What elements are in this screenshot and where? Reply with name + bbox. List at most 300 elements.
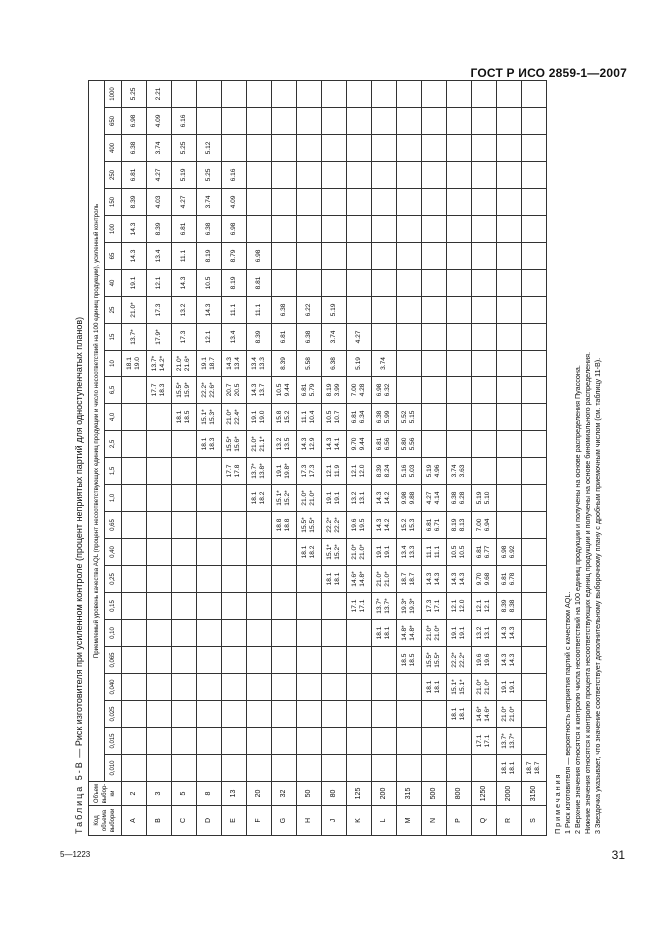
risk-value-cell xyxy=(197,539,222,566)
risk-value-cell xyxy=(147,458,172,485)
risk-value-cell xyxy=(272,243,297,270)
risk-upper-value: 15.2 xyxy=(401,518,408,532)
risk-value-cell xyxy=(272,351,297,377)
risk-value-cell xyxy=(222,620,247,647)
risk-value-cell xyxy=(397,539,422,566)
risk-value-cell xyxy=(172,620,197,647)
risk-value-cell xyxy=(322,593,347,620)
risk-value-cell xyxy=(497,243,522,270)
risk-value-cell xyxy=(297,162,322,189)
risk-value-cell xyxy=(322,81,347,108)
risk-lower-value: 13.7* xyxy=(509,733,516,749)
producer-risk-table xyxy=(88,80,547,836)
risk-value-cell xyxy=(347,458,372,485)
risk-value-cell xyxy=(397,431,422,458)
risk-value-cell xyxy=(422,108,447,135)
risk-lower-value: 19.1 xyxy=(384,545,391,559)
risk-value-cell xyxy=(147,135,172,162)
risk-value-cell xyxy=(197,431,222,458)
risk-lower-value: 18.1 xyxy=(509,761,516,775)
risk-lower-value: 6.92 xyxy=(509,545,516,559)
risk-upper-value: 21.0* xyxy=(501,706,508,722)
risk-upper-value: 14.3 xyxy=(326,437,333,451)
table-row xyxy=(472,81,497,836)
risk-lower-value: 15.5* xyxy=(434,652,441,668)
risk-lower-value: 6.78 xyxy=(509,572,516,586)
risk-upper-value: 6.81 xyxy=(180,222,187,236)
risk-value-cell xyxy=(322,270,347,297)
risk-upper-value: 18.7 xyxy=(526,761,533,775)
risk-value-cell xyxy=(347,701,372,728)
risk-value-cell xyxy=(322,512,347,539)
risk-value-cell xyxy=(397,81,422,108)
risk-value-cell xyxy=(197,243,222,270)
risk-value-cell xyxy=(272,135,297,162)
risk-value-cell xyxy=(397,216,422,243)
risk-value-cell xyxy=(172,108,197,135)
risk-upper-value: 13.7* xyxy=(251,463,258,479)
risk-value-cell xyxy=(172,458,197,485)
risk-value-cell xyxy=(472,81,497,108)
risk-upper-value: 8.39 xyxy=(130,195,137,209)
risk-value-cell xyxy=(422,701,447,728)
risk-value-cell xyxy=(172,216,197,243)
risk-value-cell xyxy=(397,297,422,324)
risk-lower-value: 14.8* xyxy=(409,625,416,641)
risk-value-cell xyxy=(522,755,547,782)
risk-upper-value: 3.74 xyxy=(380,357,387,370)
risk-lower-value: 18.8 xyxy=(284,518,291,532)
risk-upper-value: 6.98 xyxy=(255,249,262,263)
risk-lower-value: 18.5 xyxy=(184,410,191,424)
risk-upper-value: 20.7 xyxy=(226,383,233,397)
risk-value-cell xyxy=(122,189,147,216)
risk-upper-value: 7.00 xyxy=(476,518,483,532)
risk-value-cell xyxy=(372,189,397,216)
sample-size-code-cell: K xyxy=(347,806,372,836)
aql-header-cell: 100 xyxy=(105,216,122,243)
risk-upper-value: 6.38 xyxy=(376,410,383,424)
risk-lower-value: 10.7 xyxy=(334,410,341,424)
risk-upper-value: 15.1* xyxy=(451,679,458,695)
risk-upper-value: 14.6* xyxy=(351,571,358,587)
risk-value-cell xyxy=(172,593,197,620)
aql-header-cell: 25 xyxy=(105,297,122,324)
risk-upper-value: 6.81 xyxy=(476,545,483,559)
risk-value-cell xyxy=(422,755,447,782)
risk-value-cell xyxy=(247,620,272,647)
risk-upper-value: 5.19 xyxy=(330,303,337,317)
risk-upper-value: 14.3 xyxy=(251,383,258,397)
risk-lower-value: 14.2* xyxy=(159,355,166,372)
sample-size-code-cell: L xyxy=(372,806,397,836)
risk-value-cell xyxy=(222,404,247,431)
risk-value-cell xyxy=(522,485,547,512)
risk-lower-value: 13.7 xyxy=(259,383,266,397)
sample-size-cell: 3 xyxy=(147,782,172,806)
risk-value-cell xyxy=(372,351,397,377)
risk-lower-value: 15.3* xyxy=(209,409,216,425)
risk-value-cell xyxy=(347,728,372,755)
table-caption-prefix: Таблица 5-В xyxy=(74,760,84,834)
risk-value-cell xyxy=(247,539,272,566)
risk-upper-value: 19.6 xyxy=(476,653,483,667)
risk-value-cell xyxy=(247,701,272,728)
risk-upper-value: 5.25 xyxy=(130,87,137,101)
risk-lower-value: 13.1 xyxy=(359,491,366,505)
sample-size-code-cell: D xyxy=(197,806,222,836)
risk-upper-value: 6.38 xyxy=(305,330,312,344)
risk-upper-value: 8.81 xyxy=(255,276,262,290)
risk-upper-value: 21.0* xyxy=(376,571,383,587)
risk-value-cell xyxy=(297,270,322,297)
risk-lower-value: 18.7 xyxy=(409,572,416,586)
risk-lower-value: 6.32 xyxy=(384,383,391,397)
risk-lower-value: 18.7 xyxy=(209,357,216,370)
risk-upper-value: 19.1 xyxy=(201,357,208,370)
risk-value-cell xyxy=(222,728,247,755)
risk-upper-value: 4.27 xyxy=(355,330,362,344)
risk-value-cell xyxy=(522,270,547,297)
risk-upper-value: 18.1 xyxy=(126,357,133,370)
aql-header-cell: 0,025 xyxy=(105,701,122,728)
risk-upper-value: 21.0* xyxy=(351,544,358,560)
sheet-code: 5—1223 xyxy=(60,850,91,859)
risk-value-cell xyxy=(497,701,522,728)
risk-upper-value: 5.16 xyxy=(401,464,408,478)
table-row xyxy=(197,81,222,836)
risk-value-cell xyxy=(222,458,247,485)
risk-value-cell xyxy=(397,701,422,728)
risk-value-cell xyxy=(472,270,497,297)
risk-value-cell xyxy=(247,728,272,755)
risk-value-cell xyxy=(172,485,197,512)
risk-value-cell xyxy=(172,297,197,324)
risk-upper-value: 6.81 xyxy=(376,437,383,451)
risk-value-cell xyxy=(497,324,522,351)
risk-value-cell xyxy=(147,243,172,270)
risk-value-cell xyxy=(247,81,272,108)
risk-lower-value: 19.5 xyxy=(359,518,366,532)
risk-value-cell xyxy=(447,593,472,620)
risk-value-cell xyxy=(172,81,197,108)
risk-upper-value: 6.98 xyxy=(130,114,137,128)
risk-value-cell xyxy=(322,351,347,377)
risk-value-cell xyxy=(147,755,172,782)
risk-value-cell xyxy=(497,512,522,539)
risk-lower-value: 21.1* xyxy=(259,436,266,452)
rotated-table-block xyxy=(72,76,602,836)
risk-value-cell xyxy=(197,485,222,512)
risk-value-cell xyxy=(272,566,297,593)
risk-value-cell xyxy=(347,243,372,270)
risk-value-cell xyxy=(322,539,347,566)
risk-lower-value: 19.1 xyxy=(509,680,516,694)
table-row xyxy=(347,81,372,836)
risk-value-cell xyxy=(247,647,272,674)
risk-value-cell xyxy=(147,81,172,108)
risk-upper-value: 14.3 xyxy=(130,222,137,236)
risk-value-cell xyxy=(222,701,247,728)
risk-value-cell xyxy=(447,458,472,485)
risk-value-cell xyxy=(522,593,547,620)
risk-value-cell xyxy=(472,593,497,620)
risk-value-cell xyxy=(372,566,397,593)
risk-value-cell xyxy=(347,351,372,377)
risk-upper-value: 15.5* xyxy=(226,436,233,452)
risk-value-cell xyxy=(172,755,197,782)
risk-value-cell xyxy=(147,324,172,351)
risk-value-cell xyxy=(247,243,272,270)
aql-header-cell: 150 xyxy=(105,189,122,216)
sample-size-cell: 20 xyxy=(247,782,272,806)
risk-upper-value: 13.7* xyxy=(151,355,158,372)
risk-upper-value: 12.1 xyxy=(155,276,162,290)
risk-lower-value: 17.1 xyxy=(484,734,491,748)
risk-value-cell xyxy=(372,485,397,512)
risk-lower-value: 8.13 xyxy=(459,518,466,532)
column-header-aql-group: Приемлемый уровень качества AQL (процент несоответствующих единиц продукции и число несоответствий на 100 единиц продукции), усиленный контроль xyxy=(89,81,105,782)
risk-value-cell xyxy=(197,593,222,620)
risk-upper-value: 6.38 xyxy=(451,491,458,505)
risk-value-cell xyxy=(472,485,497,512)
risk-value-cell xyxy=(522,81,547,108)
risk-value-cell xyxy=(147,270,172,297)
risk-value-cell xyxy=(447,243,472,270)
risk-value-cell xyxy=(422,135,447,162)
risk-upper-value: 11.1 xyxy=(426,545,433,559)
risk-value-cell xyxy=(347,512,372,539)
sample-size-cell: 2000 xyxy=(497,782,522,806)
risk-value-cell xyxy=(522,135,547,162)
risk-upper-value: 5.58 xyxy=(305,357,312,370)
risk-value-cell xyxy=(322,458,347,485)
risk-upper-value: 5.19 xyxy=(426,464,433,478)
risk-upper-value: 6.38 xyxy=(130,141,137,155)
risk-upper-value: 18.1 xyxy=(501,761,508,775)
risk-upper-value: 18.5 xyxy=(401,653,408,667)
risk-upper-value: 6.81 xyxy=(301,383,308,397)
risk-lower-value: 13.8* xyxy=(259,463,266,479)
risk-upper-value: 21.0* xyxy=(301,490,308,506)
risk-value-cell xyxy=(297,351,322,377)
risk-lower-value: 18.1 xyxy=(384,626,391,640)
risk-upper-value: 11.1 xyxy=(301,410,308,424)
aql-header-cell: 0,25 xyxy=(105,566,122,593)
risk-value-cell xyxy=(197,216,222,243)
risk-value-cell xyxy=(422,216,447,243)
risk-value-cell xyxy=(447,162,472,189)
risk-upper-value: 8.19 xyxy=(451,518,458,532)
risk-upper-value: 5.25 xyxy=(180,141,187,155)
risk-upper-value: 19.1 xyxy=(451,626,458,640)
risk-value-cell xyxy=(147,701,172,728)
notes-title: Примечания xyxy=(553,772,562,834)
risk-value-cell xyxy=(272,189,297,216)
risk-value-cell xyxy=(272,431,297,458)
risk-value-cell xyxy=(297,81,322,108)
risk-value-cell xyxy=(197,458,222,485)
risk-value-cell xyxy=(122,728,147,755)
risk-lower-value: 5.10 xyxy=(484,491,491,505)
risk-lower-value: 4.14 xyxy=(434,491,441,505)
risk-value-cell xyxy=(122,404,147,431)
risk-upper-value: 21.0* xyxy=(251,436,258,452)
risk-value-cell xyxy=(197,162,222,189)
risk-value-cell xyxy=(147,485,172,512)
aql-header-cell: 6,5 xyxy=(105,377,122,404)
risk-value-cell xyxy=(472,108,497,135)
risk-value-cell xyxy=(147,728,172,755)
risk-lower-value: 18.3 xyxy=(159,383,166,397)
risk-value-cell xyxy=(522,297,547,324)
risk-lower-value: 15.1* xyxy=(459,679,466,695)
risk-value-cell xyxy=(497,351,522,377)
risk-lower-value: 18.2 xyxy=(259,491,266,505)
risk-value-cell xyxy=(347,108,372,135)
risk-lower-value: 6.28 xyxy=(459,491,466,505)
risk-value-cell xyxy=(222,135,247,162)
risk-value-cell xyxy=(272,620,297,647)
risk-value-cell xyxy=(497,566,522,593)
risk-upper-value: 10.5 xyxy=(205,276,212,290)
risk-value-cell xyxy=(372,728,397,755)
risk-lower-value: 10.4 xyxy=(309,410,316,424)
risk-value-cell xyxy=(372,81,397,108)
risk-upper-value: 22.2* xyxy=(451,652,458,668)
table-caption xyxy=(72,76,86,834)
table-row xyxy=(422,81,447,836)
risk-value-cell xyxy=(122,647,147,674)
table-row xyxy=(322,81,347,836)
risk-value-cell xyxy=(222,431,247,458)
risk-upper-value: 12.1 xyxy=(351,464,358,478)
risk-upper-value: 11.1 xyxy=(230,303,237,317)
risk-lower-value: 21.6* xyxy=(184,355,191,372)
risk-value-cell xyxy=(197,755,222,782)
risk-value-cell xyxy=(272,485,297,512)
risk-value-cell xyxy=(422,647,447,674)
risk-lower-value: 5.79 xyxy=(309,383,316,397)
risk-upper-value: 5.12 xyxy=(205,141,212,155)
risk-upper-value: 22.2* xyxy=(201,382,208,398)
aql-header-cell: 0,65 xyxy=(105,512,122,539)
risk-upper-value: 22.2* xyxy=(326,517,333,533)
risk-upper-value: 6.16 xyxy=(230,168,237,182)
risk-value-cell xyxy=(297,458,322,485)
sample-size-cell: 8 xyxy=(197,782,222,806)
risk-upper-value: 19.1 xyxy=(326,491,333,505)
risk-value-cell xyxy=(297,512,322,539)
risk-value-cell xyxy=(222,81,247,108)
aql-header-cell: 65 xyxy=(105,243,122,270)
risk-value-cell xyxy=(122,108,147,135)
risk-upper-value: 14.3 xyxy=(501,653,508,667)
risk-upper-value: 18.1 xyxy=(301,545,308,559)
risk-value-cell xyxy=(122,620,147,647)
risk-value-cell xyxy=(447,135,472,162)
risk-upper-value: 19.1 xyxy=(501,680,508,694)
risk-value-cell xyxy=(272,728,297,755)
risk-upper-value: 21.0* xyxy=(426,625,433,641)
risk-lower-value: 22.4* xyxy=(234,409,241,425)
risk-value-cell xyxy=(372,404,397,431)
risk-value-cell xyxy=(447,674,472,701)
risk-upper-value: 3.74 xyxy=(451,464,458,478)
risk-value-cell xyxy=(122,216,147,243)
sample-size-code-cell: F xyxy=(247,806,272,836)
table-caption-text: — Риск изготовителя при усиленном контроле (процент неприятых партий для одноступенчатых планов) xyxy=(74,316,84,758)
risk-upper-value: 13.2 xyxy=(476,626,483,640)
risk-value-cell xyxy=(122,701,147,728)
risk-upper-value: 6.38 xyxy=(205,222,212,236)
risk-upper-value: 17.7 xyxy=(226,464,233,478)
risk-upper-value: 4.27 xyxy=(180,195,187,209)
risk-value-cell xyxy=(497,593,522,620)
risk-lower-value: 21.0* xyxy=(309,490,316,506)
aql-header-cell: 15 xyxy=(105,324,122,351)
risk-value-cell xyxy=(397,377,422,404)
risk-value-cell xyxy=(447,728,472,755)
risk-value-cell xyxy=(347,539,372,566)
table-row xyxy=(522,81,547,836)
risk-value-cell xyxy=(472,674,497,701)
risk-value-cell xyxy=(447,189,472,216)
risk-value-cell xyxy=(472,701,497,728)
risk-value-cell xyxy=(472,539,497,566)
risk-lower-value: 12.0 xyxy=(459,599,466,613)
risk-value-cell xyxy=(422,297,447,324)
risk-value-cell xyxy=(497,620,522,647)
risk-lower-value: 18.7 xyxy=(534,761,541,775)
risk-value-cell xyxy=(172,162,197,189)
risk-value-cell xyxy=(497,485,522,512)
risk-upper-value: 17.3 xyxy=(301,464,308,478)
risk-value-cell xyxy=(522,728,547,755)
table-row xyxy=(372,81,397,836)
risk-value-cell xyxy=(447,404,472,431)
risk-value-cell xyxy=(147,162,172,189)
risk-value-cell xyxy=(472,377,497,404)
risk-value-cell xyxy=(397,674,422,701)
risk-upper-value: 13.2 xyxy=(276,437,283,451)
risk-value-cell xyxy=(222,755,247,782)
risk-value-cell xyxy=(397,620,422,647)
risk-value-cell xyxy=(497,431,522,458)
risk-value-cell xyxy=(297,135,322,162)
risk-value-cell xyxy=(522,377,547,404)
risk-value-cell xyxy=(422,162,447,189)
risk-upper-value: 17.3 xyxy=(426,599,433,613)
risk-value-cell xyxy=(122,135,147,162)
risk-value-cell xyxy=(297,243,322,270)
risk-value-cell xyxy=(297,701,322,728)
risk-value-cell xyxy=(447,647,472,674)
risk-value-cell xyxy=(472,458,497,485)
risk-value-cell xyxy=(122,512,147,539)
risk-upper-value: 15.1* xyxy=(276,490,283,506)
risk-value-cell xyxy=(422,431,447,458)
risk-lower-value: 17.3 xyxy=(309,464,316,478)
risk-upper-value: 19.1 xyxy=(276,464,283,478)
risk-value-cell xyxy=(122,593,147,620)
risk-upper-value: 2.21 xyxy=(155,87,162,101)
risk-value-cell xyxy=(147,216,172,243)
risk-value-cell xyxy=(322,243,347,270)
risk-upper-value: 14.8* xyxy=(401,625,408,641)
risk-value-cell xyxy=(197,351,222,377)
risk-value-cell xyxy=(372,539,397,566)
